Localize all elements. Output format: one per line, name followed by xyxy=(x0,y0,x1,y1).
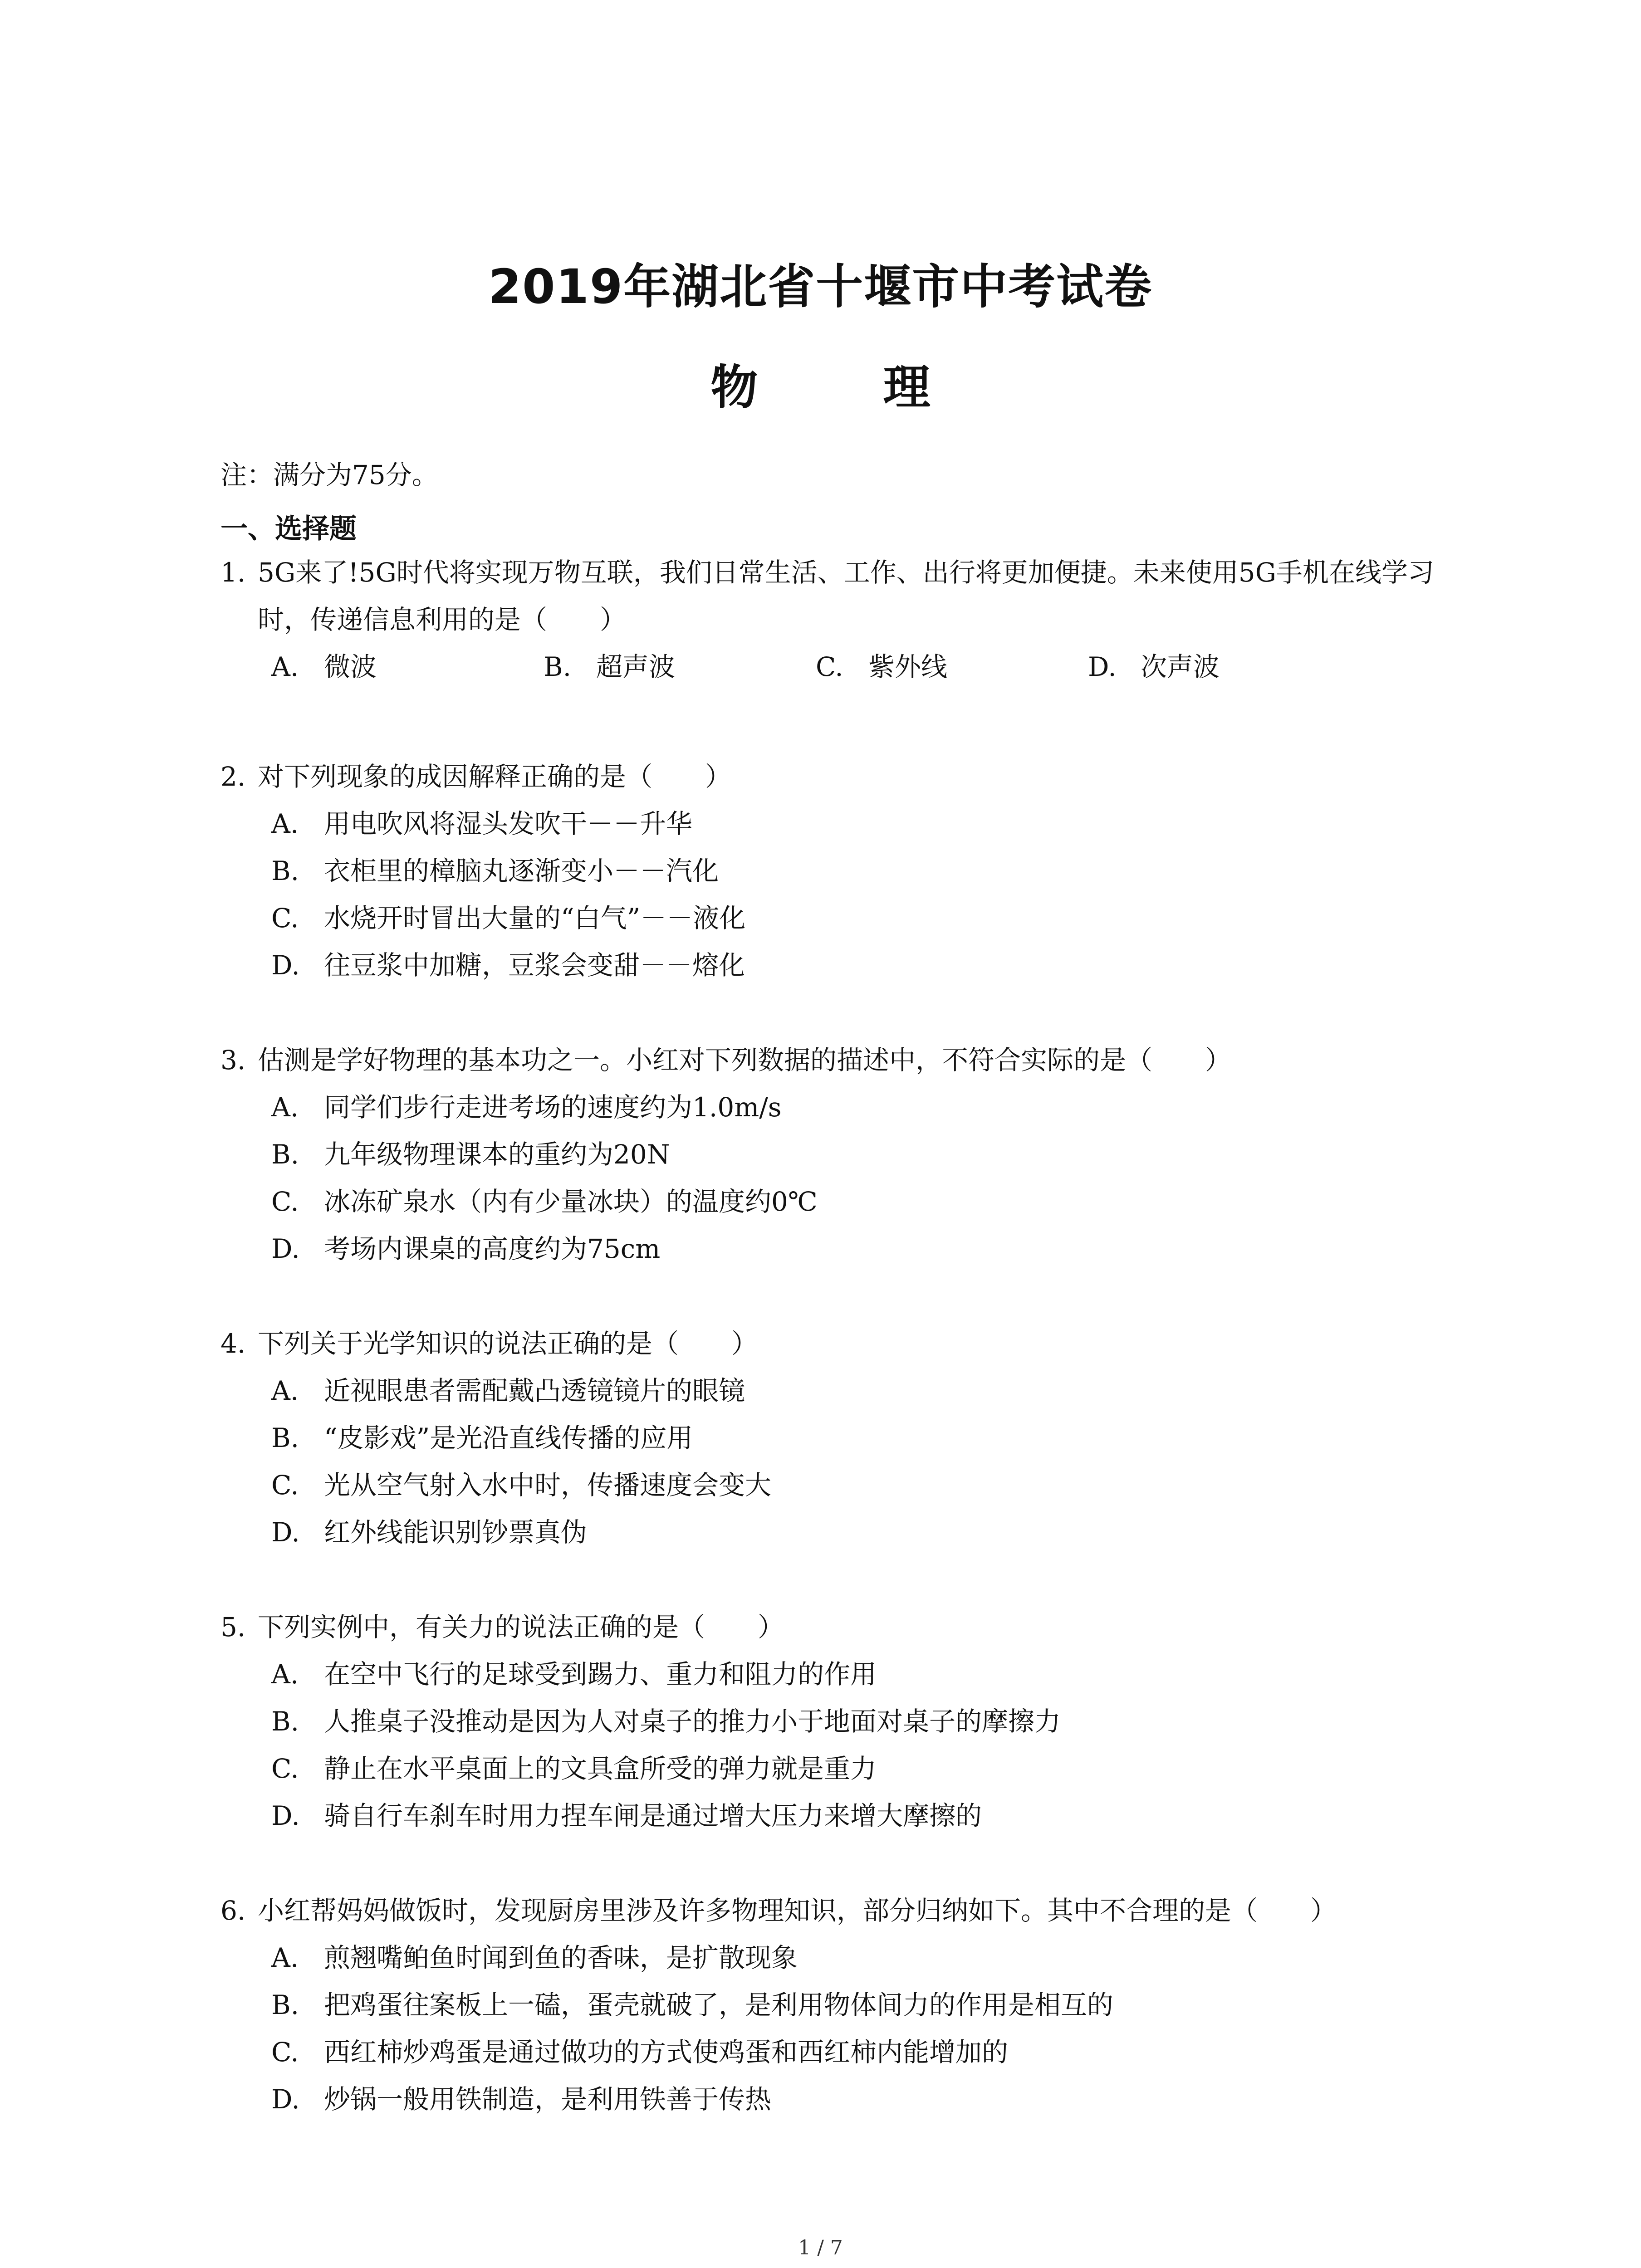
question-2 xyxy=(220,753,1473,989)
option-d: D. 红外线能识别钞票真伪 xyxy=(271,1517,588,1548)
options-list xyxy=(220,800,1473,989)
question-stem xyxy=(220,1603,1473,1651)
question-stem xyxy=(220,1320,1473,1367)
question-6 xyxy=(220,1887,1473,2123)
question-text: 下列实例中，有关力的说法正确的是（ ） xyxy=(258,1612,784,1642)
option-a: A. 近视眼患者需配戴凸透镜镜片的眼镜 xyxy=(271,1375,745,1406)
option-a: A. 在空中飞行的足球受到踢力、重力和阻力的作用 xyxy=(271,1659,877,1690)
page-title: 2019年湖北省十堰市中考试卷 xyxy=(488,259,1153,314)
question-number: 4. xyxy=(220,1328,246,1359)
option-b: B. 衣柜里的樟脑丸逐渐变小－－汽化 xyxy=(271,855,719,886)
section-heading: 一、选择题 xyxy=(220,513,357,545)
question-stem xyxy=(220,1887,1473,1934)
option-c: C. 西红柿炒鸡蛋是通过做功的方式使鸡蛋和西红柿内能增加的 xyxy=(271,2037,1009,2068)
options-list xyxy=(220,1084,1473,1272)
question-number: 1. xyxy=(220,557,246,588)
option-a: A. 用电吹风将湿头发吹干－－升华 xyxy=(271,808,693,839)
options-list xyxy=(220,1651,1473,1839)
question-1 xyxy=(220,549,1473,690)
option-d: D. 次声波 xyxy=(1088,651,1220,682)
subject-title: 物 理 xyxy=(710,360,985,415)
option-c: C. 水烧开时冒出大量的“白气”－－液化 xyxy=(271,903,746,934)
options-row xyxy=(220,643,1473,690)
option-d: D. 考场内课桌的高度约为75cm xyxy=(271,1233,661,1264)
question-stem xyxy=(220,753,1473,800)
question-text: 估测是学好物理的基本功之一。小红对下列数据的描述中，不符合实际的是（ ） xyxy=(258,1045,1232,1075)
question-stem xyxy=(220,549,1473,643)
options-list xyxy=(220,1934,1473,2123)
page-number: 1 / 7 xyxy=(798,2236,843,2259)
option-d: D. 往豆浆中加糖，豆浆会变甜－－熔化 xyxy=(271,950,745,981)
question-number: 3. xyxy=(220,1045,246,1075)
question-number: 6. xyxy=(220,1895,246,1926)
option-a: A. 煎翘嘴鲌鱼时闻到鱼的香味，是扩散现象 xyxy=(271,1942,798,1973)
question-text: 小红帮妈妈做饭时，发现厨房里涉及许多物理知识，部分归纳如下。其中不合理的是（ ） xyxy=(258,1895,1337,1926)
option-c: C. 紫外线 xyxy=(816,651,948,682)
option-a: A. 同学们步行走进考场的速度约为1.0m/s xyxy=(271,1092,782,1123)
option-b: B. 超声波 xyxy=(544,651,676,682)
option-b: B. 人推桌子没推动是因为人对桌子的推力小于地面对桌子的摩擦力 xyxy=(271,1706,1061,1737)
question-3 xyxy=(220,1036,1473,1272)
option-d: D. 炒锅一般用铁制造，是利用铁善于传热 xyxy=(271,2084,772,2115)
question-text: 5G来了!5G时代将实现万物互联，我们日常生活、工作、出行将更加便捷。未来使用5G手机在线学习时，传递信息利用的是（ ） xyxy=(258,557,1435,635)
option-c: C. 静止在水平桌面上的文具盒所受的弹力就是重力 xyxy=(271,1753,877,1784)
option-b: B. 九年级物理课本的重约为20N xyxy=(271,1139,670,1170)
option-b: B. “皮影戏”是光沿直线传播的应用 xyxy=(271,1422,693,1453)
question-number: 5. xyxy=(220,1612,246,1642)
score-note: 注：满分为75分。 xyxy=(220,459,438,490)
question-number: 2. xyxy=(220,761,246,792)
question-text: 下列关于光学知识的说法正确的是（ ） xyxy=(258,1328,758,1359)
option-a: A. 微波 xyxy=(271,651,377,682)
option-c: C. 冰冻矿泉水（内有少量冰块）的温度约0℃ xyxy=(271,1186,818,1217)
option-b: B. 把鸡蛋往案板上一磕，蛋壳就破了，是利用物体间力的作用是相互的 xyxy=(271,1989,1114,2020)
option-d: D. 骑自行车刹车时用力捏车闸是通过增大压力来增大摩擦的 xyxy=(271,1800,982,1831)
question-4 xyxy=(220,1320,1473,1556)
options-list xyxy=(220,1367,1473,1556)
question-text: 对下列现象的成因解释正确的是（ ） xyxy=(258,761,732,792)
question-stem xyxy=(220,1036,1473,1084)
option-c: C. 光从空气射入水中时，传播速度会变大 xyxy=(271,1470,772,1501)
question-5 xyxy=(220,1603,1473,1839)
